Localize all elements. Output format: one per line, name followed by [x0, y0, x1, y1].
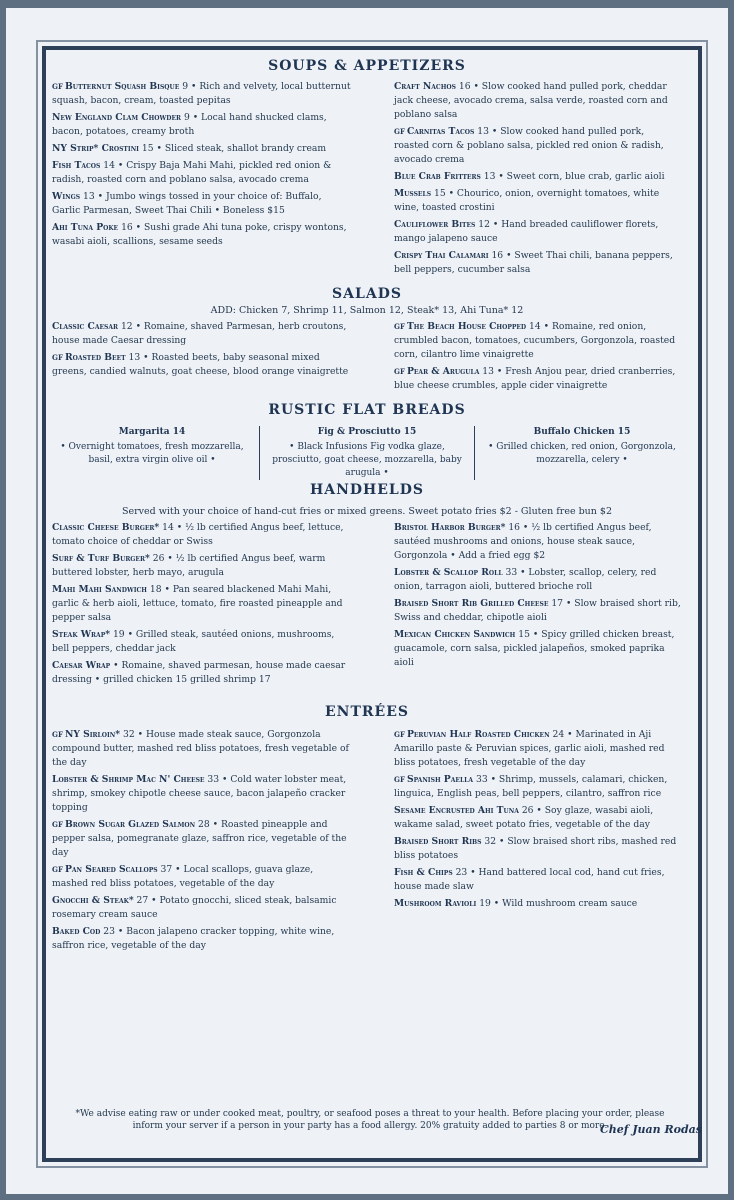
menu-item	[394, 897, 682, 911]
menu-item-name: NY Strip* Crostini	[52, 143, 139, 154]
menu-item-name: Spanish Paella	[406, 774, 474, 785]
menu-item-description: 33 • Lobster, scallop, celery, red onion, tarragon aioli, buttered brioche roll	[394, 567, 657, 592]
soups-left-column	[52, 80, 352, 280]
menu-item-description: 16 • ½ lb certified Angus beef, sautéed mushrooms and onions, house steak sauce, Gorgonzola • Add a fried egg $2	[394, 522, 652, 561]
menu-item-name: Mussels	[394, 188, 432, 199]
menu-item	[394, 728, 682, 770]
gluten-free-marker: GF	[52, 820, 63, 829]
menu-item-name: Steak Wrap*	[52, 629, 111, 640]
menu-item	[394, 597, 682, 625]
menu-item-description: 15 • Chourico, onion, overnight tomatoes, white wine, toasted crostini	[394, 188, 660, 213]
menu-item	[52, 552, 352, 580]
menu-item-description: 9 • Rich and velvety, local butternut squash, bacon, cream, toasted pepitas	[52, 81, 351, 106]
menu-item	[52, 863, 352, 891]
flatbread-desc: • Black Infusions Fig vodka glaze, prosciutto, goat cheese, mozzarella, baby arugula •	[272, 442, 462, 478]
menu-item-name: Lobster & Shrimp Mac N' Cheese	[52, 774, 205, 785]
menu-item	[52, 111, 352, 139]
menu-item	[394, 320, 682, 362]
handhelds-note: Served with your choice of hand-cut fries or mixed greens. Sweet potato fries $2 - Gluten free bun $2	[121, 506, 613, 517]
menu-item-name: Braised Short Ribs	[394, 836, 482, 847]
menu-item-description: 16 • Sweet Thai chili, banana peppers, bell peppers, cucumber salsa	[394, 250, 673, 275]
gluten-free-marker: GF	[52, 82, 63, 91]
menu-item	[394, 170, 682, 184]
menu-item	[52, 925, 352, 953]
menu-item-name: Caesar Wrap	[52, 660, 111, 671]
menu-item-name: Butternut Squash Bisque	[64, 81, 180, 92]
salads-add-note: ADD: Chicken 7, Shrimp 11, Salmon 12, Steak* 13, Ahi Tuna* 12	[210, 305, 524, 316]
soups-columns	[52, 80, 682, 280]
menu-item	[394, 835, 682, 863]
menu-item	[394, 218, 682, 246]
menu-item-description: 17 • Slow braised short rib, Swiss and cheddar, chipotle aioli	[394, 598, 681, 623]
menu-item-description: 32 • Slow braised short ribs, mashed red bliss potatoes	[394, 836, 677, 861]
flatbread-desc: • Overnight tomatoes, fresh mozzarella, basil, extra virgin olive oil •	[60, 442, 244, 465]
soups-right-column	[394, 80, 682, 280]
menu-item	[52, 728, 352, 770]
menu-item	[394, 521, 682, 563]
menu-item	[394, 628, 682, 670]
menu-item-description: 19 • Grilled steak, sautéed onions, mushrooms, bell peppers, cheddar jack	[52, 629, 335, 654]
menu-item-description: 19 • Wild mushroom cream sauce	[479, 898, 638, 909]
menu-item	[394, 125, 682, 167]
menu-item-description: 14 • ½ lb certified Angus beef, lettuce, tomato choice of cheddar or Swiss	[52, 522, 344, 547]
gluten-free-marker: GF	[394, 730, 405, 739]
flatbread-item	[52, 426, 252, 480]
menu-item-description: 14 • Crispy Baja Mahi Mahi, pickled red onion & radish, roasted corn and poblano salsa, avocado crema	[52, 160, 332, 185]
menu-item	[52, 521, 352, 549]
menu-item	[394, 365, 682, 393]
menu-item-name: Mushroom Ravioli	[394, 898, 477, 909]
menu-item-name: Lobster & Scallop Roll	[394, 567, 503, 578]
menu-item	[394, 866, 682, 894]
divider	[259, 426, 260, 480]
menu-item-name: Mexican Chicken Sandwich	[394, 629, 516, 640]
menu-item-description: 32 • House made steak sauce, Gorgonzola compound butter, mashed red bliss potatoes, fresh vegetable of the day	[52, 729, 349, 768]
menu-item-description: 15 • Spicy grilled chicken breast, guacamole, corn salsa, pickled jalapeños, smoked paprika aioli	[394, 629, 675, 668]
menu-item	[52, 773, 352, 815]
menu-item-name: Wings	[52, 191, 81, 202]
menu-item-name: Fish Tacos	[52, 160, 101, 171]
section-title-soups: SOUPS & APPETIZERS	[268, 58, 466, 74]
menu-item	[52, 628, 352, 656]
menu-item	[52, 894, 352, 922]
entrees-columns	[52, 728, 682, 956]
menu-item-description: 12 • Romaine, shaved Parmesan, herb croutons, house made Caesar dressing	[52, 321, 347, 346]
menu-item	[52, 159, 352, 187]
flatbreads-row	[52, 426, 682, 480]
salads-right-column	[394, 320, 682, 396]
entrees-left-column	[52, 728, 352, 956]
gluten-free-marker: GF	[52, 865, 63, 874]
menu-item-description: 27 • Potato gnocchi, sliced steak, balsamic rosemary cream sauce	[52, 895, 337, 920]
menu-item	[52, 351, 352, 379]
divider	[474, 426, 475, 480]
menu-item	[52, 80, 352, 108]
menu-item-name: Roasted Beet	[64, 352, 126, 363]
allergy-disclaimer: *We advise eating raw or under cooked meat, poultry, or seafood poses a threat to your health. Before placing your order, please inform your server if a person in your party has a food allergy. 20% gratuity added to parties 8 or more.	[75, 1109, 665, 1131]
flatbread-name: Fig & Prosciutto 15	[317, 427, 417, 437]
menu-item-name: Mahi Mahi Sandwich	[52, 584, 147, 595]
menu-item	[52, 659, 352, 687]
menu-item-name: Sesame Encrusted Ahi Tuna	[394, 805, 519, 816]
menu-content	[52, 58, 682, 956]
menu-item-description: 15 • Sliced steak, shallot brandy cream	[141, 143, 327, 154]
section-title-salads: SALADS	[332, 286, 402, 302]
menu-item	[394, 249, 682, 277]
menu-item-name: NY Sirloin*	[64, 729, 121, 740]
menu-item-name: Cauliflower Bites	[394, 219, 476, 230]
menu-item-name: Brown Sugar Glazed Salmon	[64, 819, 196, 830]
menu-item-description: 13 • Roasted beets, baby seasonal mixed greens, candied walnuts, goat cheese, blood orange vinaigrette	[52, 352, 349, 377]
menu-item	[52, 190, 352, 218]
menu-item	[394, 187, 682, 215]
gluten-free-marker: GF	[394, 322, 405, 331]
section-title-flatbreads: RUSTIC FLAT BREADS	[268, 402, 466, 418]
menu-item-name: The Beach House Chopped	[406, 321, 527, 332]
menu-item-name: Peruvian Half Roasted Chicken	[406, 729, 550, 740]
handhelds-left-column	[52, 521, 352, 690]
menu-item-name: Craft Nachos	[394, 81, 456, 92]
menu-item-description: 9 • Local hand shucked clams, bacon, potatoes, creamy broth	[52, 112, 327, 137]
gluten-free-marker: GF	[394, 367, 405, 376]
gluten-free-marker: GF	[52, 730, 63, 739]
handhelds-right-column	[394, 521, 682, 690]
gluten-free-marker: GF	[52, 353, 63, 362]
menu-item-description: 13 • Jumbo wings tossed in your choice of: Buffalo, Garlic Parmesan, Sweet Thai Chili • Boneless $15	[52, 191, 322, 216]
menu-item	[394, 804, 682, 832]
flatbread-name: Buffalo Chicken 15	[533, 427, 631, 437]
menu-item-description: 33 • Shrimp, mussels, calamari, chicken, linguica, English peas, bell peppers, cilantro, saffron rice	[394, 774, 668, 799]
menu-item-description: 23 • Hand battered local cod, hand cut fries, house made slaw	[394, 867, 665, 892]
menu-item	[394, 566, 682, 594]
menu-item-name: Braised Short Rib Grilled Cheese	[394, 598, 549, 609]
flatbread-desc: • Grilled chicken, red onion, Gorgonzola, mozzarella, celery •	[488, 442, 676, 465]
section-title-entrees: ENTRÉES	[325, 704, 409, 720]
flatbread-item	[482, 426, 682, 480]
menu-item-name: Baked Cod	[52, 926, 101, 937]
menu-item	[52, 583, 352, 625]
menu-item-name: Crispy Thai Calamari	[394, 250, 489, 261]
flatbread-name: Margarita 14	[118, 427, 186, 437]
menu-item-name: Ahi Tuna Poke	[52, 222, 119, 233]
salads-left-column	[52, 320, 352, 396]
menu-item-description: 13 • Sweet corn, blue crab, garlic aioli	[483, 171, 665, 182]
entrees-right-column	[394, 728, 682, 956]
menu-item-description: 18 • Pan seared blackened Mahi Mahi, garlic & herb aioli, lettuce, tomato, fire roasted pineapple and pepper salsa	[52, 584, 343, 623]
menu-item	[394, 773, 682, 801]
menu-item	[52, 320, 352, 348]
menu-item-description: 16 • Sushi grade Ahi tuna poke, crispy wontons, wasabi aioli, scallions, sesame seeds	[52, 222, 347, 247]
menu-item-name: Fish & Chips	[394, 867, 453, 878]
menu-item-description: 13 • Fresh Anjou pear, dried cranberries, blue cheese crumbles, apple cider vinaigrette	[394, 366, 676, 391]
menu-item-description: 37 • Local scallops, guava glaze, mashed red bliss potatoes, vegetable of the day	[52, 864, 314, 889]
menu-item-description: 33 • Cold water lobster meat, shrimp, smokey chipotle cheese sauce, bacon jalapeño cracker topping	[52, 774, 347, 813]
menu-item-name: Pear & Arugula	[406, 366, 480, 377]
menu-item-name: Pan Seared Scallops	[64, 864, 158, 875]
menu-item	[52, 221, 352, 249]
menu-item-description: 14 • Romaine, red onion, crumbled bacon, tomatoes, cucumbers, Gorgonzola, roasted corn, cilantro lime vinaigrette	[394, 321, 676, 360]
menu-item-description: 24 • Marinated in Aji Amarillo paste & Peruvian spices, garlic aioli, mashed red bliss potatoes, fresh vegetable of the day	[394, 729, 665, 768]
menu-item-description: 26 • ½ lb certified Angus beef, warm buttered lobster, herb mayo, arugula	[52, 553, 326, 578]
menu-item-description: 13 • Slow cooked hand pulled pork, roasted corn & poblano salsa, pickled red onion & radish, avocado crema	[394, 126, 664, 165]
menu-item	[52, 818, 352, 860]
gluten-free-marker: GF	[394, 775, 405, 784]
menu-item-description: 26 • Soy glaze, wasabi aioli, wakame salad, sweet potato fries, vegetable of the day	[394, 805, 654, 830]
menu-item-description: 28 • Roasted pineapple and pepper salsa, pomegranate glaze, saffron rice, vegetable of the day	[52, 819, 347, 858]
menu-item-name: Bristol Harbor Burger*	[394, 522, 506, 533]
menu-item-description: 23 • Bacon jalapeno cracker topping, white wine, saffron rice, vegetable of the day	[52, 926, 335, 951]
salads-columns	[52, 320, 682, 396]
menu-item-description: • Romaine, shaved parmesan, house made caesar dressing • grilled chicken 15 grilled shrimp 17	[52, 660, 346, 685]
menu-item	[52, 142, 352, 156]
menu-item	[394, 80, 682, 122]
menu-item-description: 12 • Hand breaded cauliflower florets, mango jalapeno sauce	[394, 219, 659, 244]
section-title-handhelds: HANDHELDS	[309, 482, 425, 498]
menu-item-description: 16 • Slow cooked hand pulled pork, cheddar jack cheese, avocado crema, salsa verde, roasted corn and poblano salsa	[394, 81, 668, 120]
menu-item-name: New England Clam Chowder	[52, 112, 182, 123]
menu-item-name: Blue Crab Fritters	[394, 171, 481, 182]
handhelds-columns	[52, 521, 682, 690]
menu-item-name: Classic Caesar	[52, 321, 119, 332]
menu-item-name: Surf & Turf Burger*	[52, 553, 150, 564]
menu-item-name: Classic Cheese Burger*	[52, 522, 160, 533]
flatbread-item	[267, 426, 467, 480]
gluten-free-marker: GF	[394, 127, 405, 136]
chef-signature: Chef Juan Rodas	[600, 1123, 702, 1136]
menu-item-name: Carnitas Tacos	[406, 126, 475, 137]
menu-item-name: Gnocchi & Steak*	[52, 895, 134, 906]
